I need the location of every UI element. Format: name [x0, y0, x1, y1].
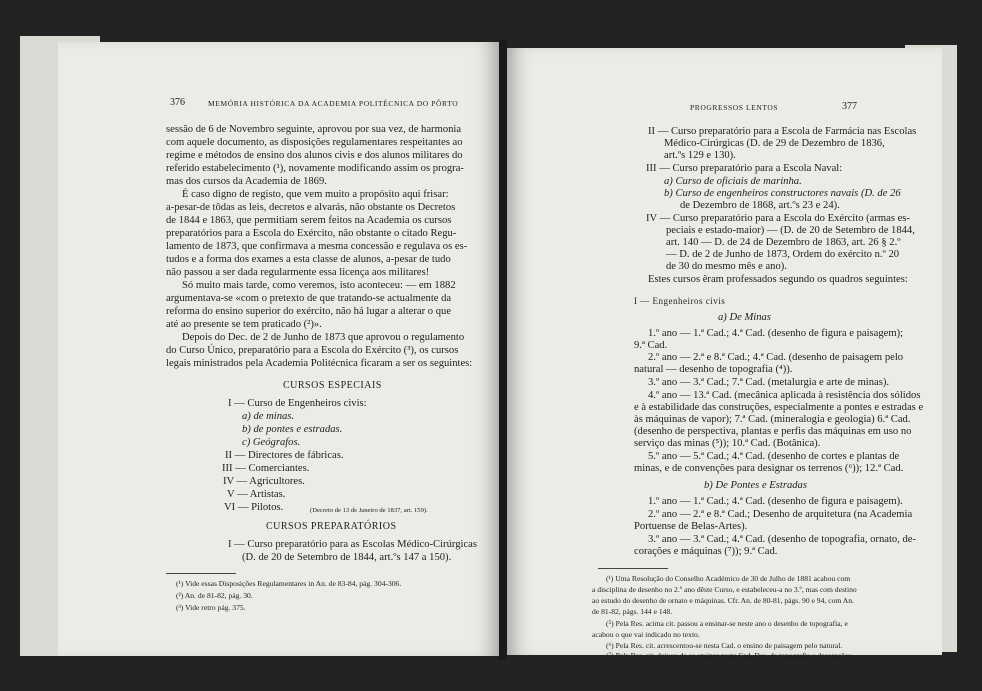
body-line: a) Curso de oficiais de marinha. — [664, 176, 802, 187]
footnote: a disciplina de desenho no 2.º ano dêste Curso, e estabeleceu-a no 3.º, mas com destino — [592, 585, 857, 594]
subsection-title: b) De Pontes e Estradas — [704, 480, 807, 491]
body-line: até ao presente se tem praticado (²)». — [166, 319, 322, 330]
body-line: com aquele documento, as disposições regulamentares respeitantes ao — [166, 137, 463, 148]
body-line: 3.º ano — 3.ª Cad.; 4.ª Cad. (desenho de topografia, ornato, de- — [648, 534, 917, 545]
body-line: (desenho de perspectiva, plantas e perfis das máquinas em uso no — [634, 426, 912, 437]
body-line: — D. de 2 de Junho de 1873, Ordem do exército n.º 20 — [666, 249, 900, 260]
footnote: (¹) Vide essas Disposições Regulamentares in An. de 83-84, pág. 304-306. — [176, 579, 402, 588]
list-item: V — Artistas. — [227, 489, 286, 500]
footnote: (²) An. de 81-82, pág. 30. — [176, 591, 253, 600]
body-line: de 30 do mesmo mês e ano). — [666, 261, 787, 272]
list-item: (D. de 20 de Setembro de 1844, art.ºs 147 a 150). — [242, 552, 452, 563]
page-number-right: 377 — [842, 101, 857, 112]
footnote-rule — [166, 573, 236, 574]
body-line: de Dezembro de 1868, art.ºs 23 e 24). — [680, 200, 840, 211]
body-line: 9.ª Cad. — [634, 340, 668, 351]
body-line: reforma do ensino superior do exército, não há lugar a alterar o que — [166, 306, 452, 317]
body-line: não passou a ser dada regularmente essa licença aos militares! — [166, 267, 430, 278]
body-line: e à estabilidade das construções, especialmente a pontes e estradas e — [634, 402, 924, 413]
body-line: Só muito mais tarde, como veremos, isto aconteceu: — em 1882 — [182, 280, 456, 291]
body-line: corações e máquinas (⁷)); 9.ª Cad. — [634, 546, 778, 557]
running-head-left: MEMÓRIA HISTÓRICA DA ACADEMIA POLITÉCNICA DO PÔRTO — [208, 99, 459, 108]
body-line: III — Curso preparatório para a Escola Naval: — [646, 163, 843, 174]
list-item: a) de minas. — [242, 411, 295, 422]
list-item: I — Curso de Engenheiros civis: — [228, 398, 367, 409]
body-line: Médico-Cirúrgicas (D. de 29 de Dezembro de 1836, — [664, 138, 885, 149]
body-line: b) Curso de engenheiros constructores navais (D. de 26 — [664, 188, 901, 199]
footnote: (⁵) Pela Res. acima cit. passou a ensinar-se neste ano o desenho de topografia, e — [606, 619, 848, 628]
list-item: c) Geógrafos. — [242, 437, 301, 448]
body-line: legais ministrados pela Academia Politécnica ficaram a ser os seguintes: — [166, 358, 473, 369]
body-line: tudos e a forma dos exames a esta classe de alunos, a-pesar de tudo — [166, 254, 451, 265]
list-item: III — Comerciantes. — [222, 463, 310, 474]
footnote: acabou o que vai indicado no texto. — [592, 630, 700, 639]
body-line: II — Curso preparatório para a Escola de Farmácia nas Escolas — [648, 126, 917, 137]
body-line: art. 140 — D. de 24 de Dezembro de 1863, art. 26 § 2.º — [666, 237, 901, 248]
section-title: CURSOS PREPARATÓRIOS — [266, 521, 397, 532]
section-title: I — Engenheiros civis — [634, 296, 726, 306]
body-line: regime e métodos de ensino dos alunos civis e dos alunos militares do — [166, 150, 463, 161]
body-line: 1.º ano — 1.ª Cad.; 4.ª Cad. (desenho de figura e paisagem); — [648, 328, 904, 339]
body-line: 5.º ano — 5.ª Cad.; 4.ª Cad. (desenho de cortes e plantas de — [648, 451, 900, 462]
body-line: a-pesar-de tôdas as leis, decretos e alvarás, não obstante os Decretos — [166, 202, 456, 213]
footnote: (⁶) Pela Res. cit. acrescentou-se nesta Cad. o ensino de paisagem pelo natural. — [606, 641, 843, 650]
footnote: (³) Vide retro pág. 375. — [176, 603, 246, 612]
running-head-right: PROGRESSOS LENTOS — [690, 103, 779, 112]
footnote: (¹) Uma Resolução do Conselho Académico de 30 de Julho de 1881 acabou com — [606, 574, 851, 583]
body-line: de 1844 e 1863, que permitiam serem feitos na Academia os cursos — [166, 215, 452, 226]
left-page — [58, 42, 500, 656]
footnote-rule — [598, 568, 668, 569]
body-line: 2.º ano — 2.ª e 8.ª Cad.; 4.ª Cad. (desenho de paisagem pelo — [648, 352, 904, 363]
list-item: VI — Pilotos. — [224, 502, 284, 513]
list-item: b) de pontes e estradas. — [242, 424, 343, 435]
body-line: peciais e estado-maior) — (D. de 20 de Setembro de 1844, — [666, 225, 915, 236]
body-line: referido estabelecimento (¹), novamente modificando assim os progra- — [166, 163, 464, 174]
body-line: 3.º ano — 3.ª Cad.; 7.ª Cad. (metalurgia e arte de minas). — [648, 377, 890, 388]
footnote: ao estudo do desenho de ornato e máquinas. Cfr. An. de 80-81, págs. 90 e 94, com An. — [592, 596, 854, 605]
body-line: natural — desenho de topografia (⁴)). — [634, 364, 793, 375]
source-citation: (Decreto de 13 de Janeiro de 1837, art. 159). — [310, 507, 428, 514]
body-line: do Curso Único, preparatório para a Escola do Exército (³), os cursos — [166, 345, 459, 356]
book-gutter — [499, 40, 507, 660]
body-line: art.ºs 129 e 130). — [664, 150, 736, 161]
list-item: IV — Agricultores. — [223, 476, 305, 487]
body-line: 1.º ano — 1.ª Cad.; 4.ª Cad. (desenho de figura e paisagem). — [648, 496, 903, 507]
page-number-left: 376 — [170, 97, 185, 108]
body-line: lamento de 1873, que confirmava a mesma concessão e regulava os es- — [166, 241, 468, 252]
footnote: (⁷) Pela Res. cit. deixou de se ensinar nesta Cad. Des. de topografia e decorações. — [606, 651, 854, 660]
body-line: sessão de 6 de Novembro seguinte, aprovou por sua vez, de harmonia — [166, 124, 462, 135]
body-line: IV — Curso preparatório para a Escola do Exército (armas es- — [646, 213, 910, 224]
body-line: serviço das minas (⁵)); 10.ª Cad. (Botânica). — [634, 438, 821, 449]
right-page — [506, 48, 942, 660]
list-item: II — Directores de fábricas. — [225, 450, 344, 461]
footnote: de 81-82, págs. 144 e 148. — [592, 607, 673, 616]
body-line: 2.º ano — 2.ª e 8.ª Cad.; Desenho de arquitetura (na Academia — [648, 509, 913, 520]
list-item: I — Curso preparatório para as Escolas Médico-Cirúrgicas — [228, 539, 477, 550]
body-line: É caso digno de registo, que vem muito a propósito aqui frisar: — [182, 189, 449, 200]
body-line: às máquinas de vapor); 7.ª Cad. (mineralogia e geologia) 6.ª Cad. — [634, 414, 911, 425]
subsection-title: a) De Minas — [718, 312, 771, 323]
body-line: minas, e de convenções para designar os terrenos (⁶)); 12.ª Cad. — [634, 463, 904, 474]
body-line: preparatórios para a Escola do Exército, não obstante o citado Regu- — [166, 228, 457, 239]
body-line: Estes cursos êram professados segundo os quadros seguintes: — [648, 274, 908, 285]
body-line: Depois do Dec. de 2 de Junho de 1873 que aprovou o regulamento — [182, 332, 465, 343]
body-line: 4.º ano — 13.ª Cad. (mecânica aplicada à resistência dos sólidos — [648, 390, 921, 401]
section-title: CURSOS ESPECIAIS — [283, 380, 382, 391]
body-line: Portuense de Belas-Artes). — [634, 521, 748, 532]
body-line: argumentava-se «com o pretexto de que tratando-se actualmente da — [166, 293, 452, 304]
body-line: mas dos cursos da Academia de 1869. — [166, 176, 327, 187]
